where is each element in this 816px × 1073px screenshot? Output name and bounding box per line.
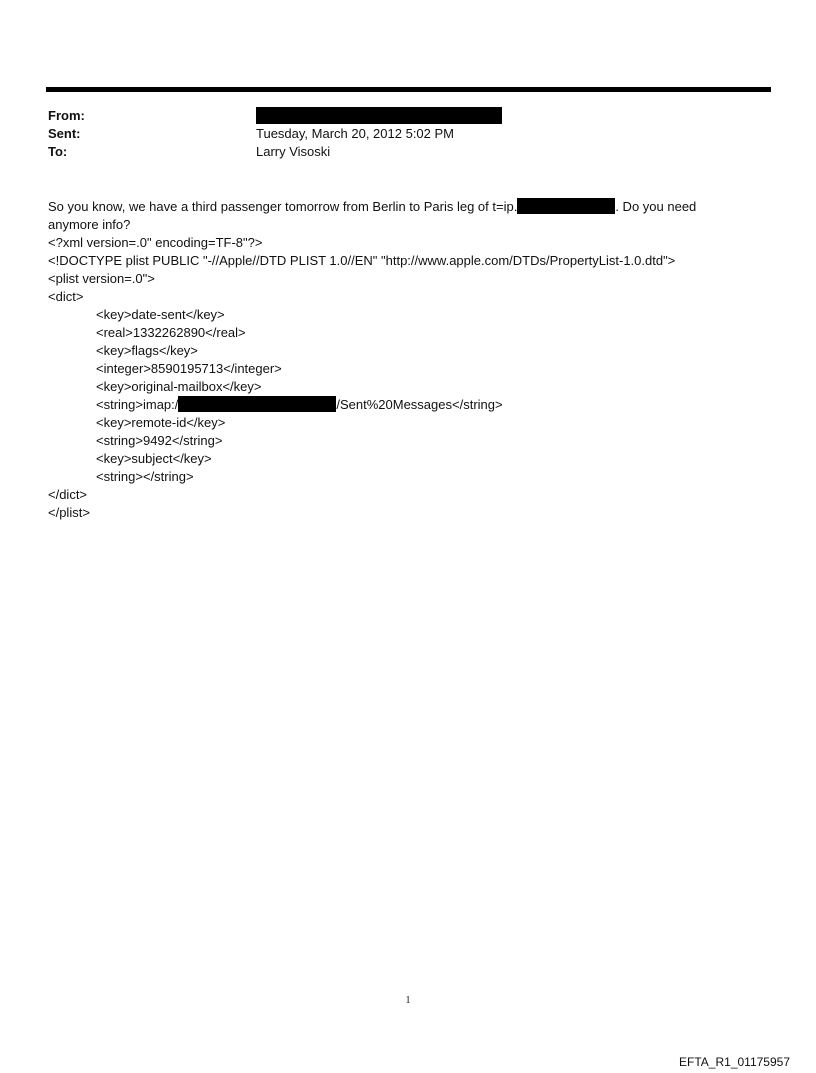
dict-line: <key>original-mailbox</key> (96, 379, 262, 394)
to-value: Larry Visoski (256, 144, 331, 159)
page-number: 1 (405, 995, 411, 1006)
message-text-before-redaction: So you know, we have a third passenger tomorrow from Berlin to Paris leg of t=ip. (48, 199, 518, 214)
dict-line: <key>flags</key> (96, 343, 198, 358)
dict-close: </dict> (48, 487, 88, 502)
imap-suffix: /Sent%20Messages</string> (336, 397, 503, 412)
doctype-line: <!DOCTYPE plist PUBLIC "-//Apple//DTD PLIST 1.0//EN" "http://www.apple.com/DTDs/PropertyList-1.0.dtd"> (48, 253, 676, 268)
dict-line: <key>remote-id</key> (96, 415, 226, 430)
dict-open: <dict> (48, 289, 84, 304)
xml-declaration: <?xml version=.0" encoding=TF-8"?> (48, 235, 263, 250)
dict-line: <key>subject</key> (96, 451, 212, 466)
to-label: To: (48, 144, 68, 159)
dict-line: <integer>8590195713</integer> (96, 361, 282, 376)
header-rule (46, 87, 771, 92)
sent-label: Sent: (48, 126, 81, 141)
document-id: EFTA_R1_01175957 (679, 1055, 790, 1069)
redacted-tail-number (517, 198, 615, 214)
sent-value: Tuesday, March 20, 2012 5:02 PM (256, 126, 454, 141)
dict-line: <real>1332262890</real> (96, 325, 246, 340)
redacted-sender (256, 107, 502, 124)
dict-line: <string></string> (96, 469, 194, 484)
from-label: From: (48, 108, 85, 123)
plist-close: </plist> (48, 505, 90, 520)
dict-line: <string>9492</string> (96, 433, 223, 448)
imap-prefix: <string>imap:/ (96, 397, 179, 412)
imap-line (96, 396, 503, 414)
plist-open: <plist version=.0"> (48, 271, 155, 286)
redacted-mailbox (178, 396, 336, 412)
message-line-1 (48, 198, 696, 216)
dict-line: <key>date-sent</key> (96, 307, 225, 322)
message-text-after-redaction: . Do you need (615, 199, 697, 214)
message-line-2: anymore info? (48, 217, 131, 232)
